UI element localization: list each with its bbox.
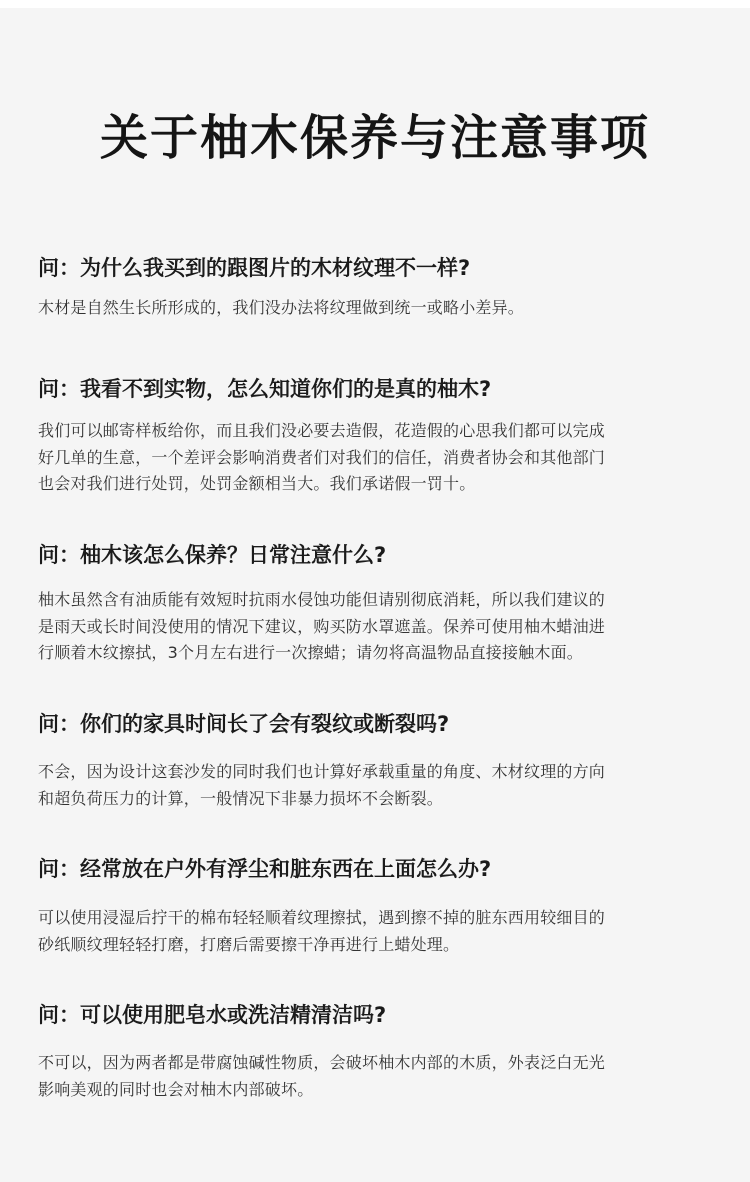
faq-question: 问：你们的家具时间长了会有裂纹或断裂吗? <box>38 712 450 736</box>
answer-line: 是雨天或长时间没使用的情况下建议，购买防水罩遮盖。保养可使用柚木蜡油进 <box>38 616 606 636</box>
faq-answer <box>38 759 718 812</box>
faq-question: 问：经常放在户外有浮尘和脏东西在上面怎么办? <box>38 857 492 881</box>
faq-answer <box>38 1050 718 1103</box>
answer-line: 木材是自然生长所形成的，我们没办法将纹理做到统一或略小差异。 <box>38 298 525 317</box>
faq-question: 问：可以使用肥皂水或洗洁精清洁吗? <box>38 1003 387 1027</box>
answer-line: 好几单的生意，一个差评会影响消费者们对我们的信任，消费者协会和其他部门 <box>38 447 606 467</box>
faq-answer <box>38 587 718 667</box>
answer-line: 和超负荷压力的计算，一般情况下非暴力损坏不会断裂。 <box>38 788 444 808</box>
faq-item <box>38 253 718 322</box>
faq-answer <box>38 418 718 498</box>
faq-item <box>38 540 718 667</box>
page-title: 关于柚木保养与注意事项 <box>99 110 650 166</box>
faq-answer <box>38 905 718 958</box>
faq-question: 问：我看不到实物，怎么知道你们的是真的柚木? <box>38 377 492 401</box>
answer-line: 行顺着木纹擦拭，3个月左右进行一次擦蜡；请勿将高温物品直接接触木面。 <box>38 643 583 662</box>
faq-item <box>38 1000 718 1103</box>
answer-line: 可以使用浸湿后拧干的棉布轻轻顺着纹理擦拭，遇到擦不掉的脏东西用较细目的 <box>38 908 606 927</box>
faq-item <box>38 709 718 812</box>
faq-answer <box>38 295 718 322</box>
answer-line: 也会对我们进行处罚，处罚金额相当大。我们承诺假一罚十。 <box>38 474 476 493</box>
answer-line: 不会，因为设计这套沙发的同时我们也计算好承载重量的角度、木材纹理的方向 <box>38 762 606 781</box>
faq-question: 问：为什么我买到的跟图片的木材纹理不一样? <box>38 256 471 280</box>
faq-item <box>38 374 718 498</box>
answer-line: 影响美观的同时也会对柚木内部破坏。 <box>38 1079 314 1099</box>
answer-line: 不可以，因为两者都是带腐蚀碱性物质，会破坏柚木内部的木质，外表泛白无光 <box>38 1053 606 1072</box>
faq-question: 问：柚木该怎么保养？日常注意什么? <box>38 543 387 567</box>
answer-line: 我们可以邮寄样板给你，而且我们没必要去造假，花造假的心思我们都可以完成 <box>38 421 606 440</box>
answer-line: 砂纸顺纹理轻轻打磨，打磨后需要擦干净再进行上蜡处理。 <box>38 934 460 954</box>
answer-line: 柚木虽然含有油质能有效短时抗雨水侵蚀功能但请别彻底消耗，所以我们建议的 <box>38 590 606 609</box>
faq-item <box>38 854 718 958</box>
